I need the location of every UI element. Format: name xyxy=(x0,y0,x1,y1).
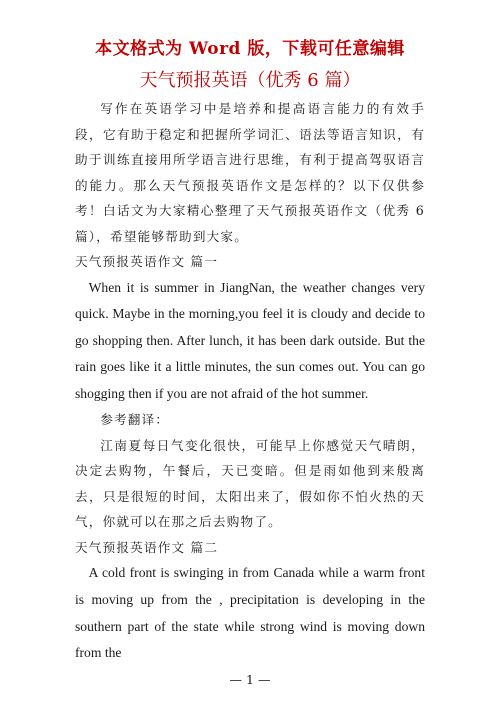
section-heading-2: 天气预报英语作文 篇二 xyxy=(75,539,219,555)
english-paragraph-2: A cold front is swinging in from Canada while a warm front is moving up from the , precipitation is developing in the southern part of the state while strong wind is moving down from the xyxy=(75,565,425,661)
document-title: 天气预报英语（优秀 6 篇） xyxy=(139,70,361,91)
translation-label: 参考翻译： xyxy=(100,412,170,428)
translation-paragraph-1: 江南夏每日气变化很快，可能早上你感觉天气晴朗，决定去购物，午餐后，天已变暗。但是雨如他到来般离去，只是很短的时间，太阳出来了，假如你不怕火热的天气，你就可以在那之后去购物了。 xyxy=(75,437,425,530)
document-body xyxy=(75,96,425,667)
section-heading-1: 天气预报英语作文 篇一 xyxy=(75,254,219,269)
format-banner: 本文格式为 Word 版，下载可任意编辑 xyxy=(95,39,405,59)
intro-paragraph: 写作在英语学习中是培养和提高语言能力的有效手段，它有助于稳定和把握所学词汇、语法等语言知识，有助于训练直接用所学语言进行思维，有利于提高驾驭语言的能力。那么天气预报英语作文是怎样的？以下仅供参考！白话文为大家精心整理了天气预报英语作文（优秀 6 篇），希望能够帮助到大家。 xyxy=(75,101,425,244)
page-number: — 1 — xyxy=(229,672,271,687)
english-paragraph-1: When it is summer in JiangNan, the weather changes very quick. Maybe in the morning,you feel it is cloudy and decide to go shopping then. After lunch, it has been dark outside. But the rain goes like it a little minutes, the sun comes out. You can go shogging then if you are not afraid of the hot summer. xyxy=(75,279,425,401)
